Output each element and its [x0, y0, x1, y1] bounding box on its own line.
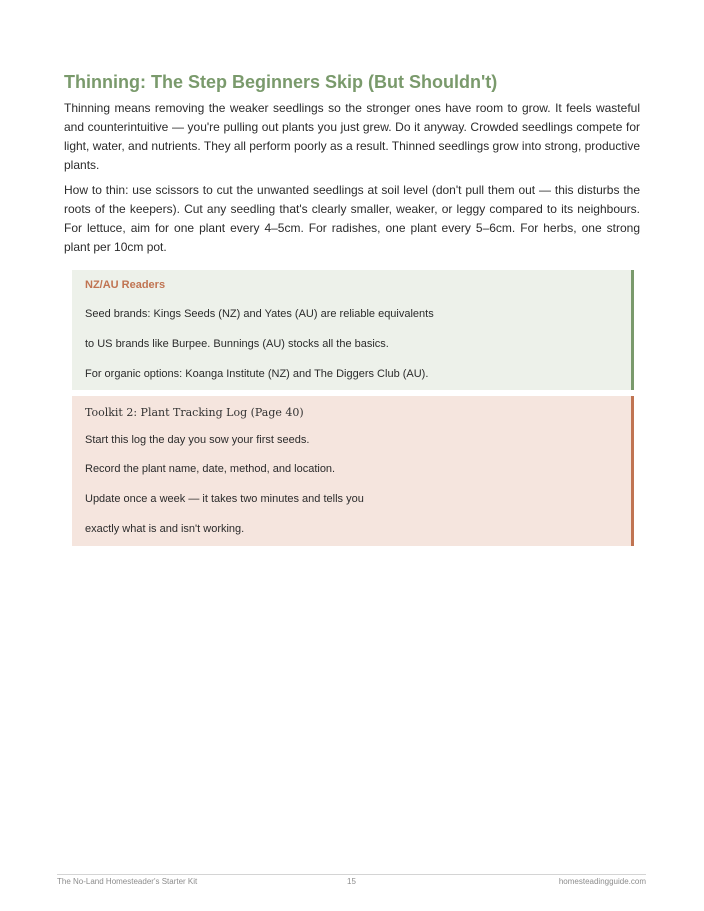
paragraph-thinning-intro: Thinning means removing the weaker seedlings so the stronger ones have room to grow. It feels wasteful and counterintuitive — you're pulling out plants you just grew. Do it anyway. Crowded seedlings compete for light, water, and nutrients. They all perform poorly as a result. Thinned seedlings grow into strong, productive plants.	[64, 101, 640, 172]
section-heading: Thinning: The Step Beginners Skip (But Shouldn't)	[64, 72, 498, 92]
footer-book-title: The No-Land Homesteader's Starter Kit	[57, 877, 198, 886]
callout-line: to US brands like Burpee. Bunnings (AU) stocks all the basics.	[85, 338, 389, 350]
toolkit-callout-box	[72, 396, 634, 546]
toolkit-line: Start this log the day you sow your first seeds.	[85, 434, 310, 446]
toolkit-line: exactly what is and isn't working.	[85, 523, 245, 535]
toolkit-line: Record the plant name, date, method, and location.	[85, 463, 336, 475]
footer-page-number: 15	[347, 877, 356, 886]
regional-callout-box	[72, 270, 634, 390]
toolkit-line: Update once a week — it takes two minutes and tells you	[85, 493, 364, 505]
callout-line: For organic options: Koanga Institute (NZ) and The Diggers Club (AU).	[85, 368, 429, 380]
footer-website: homesteadingguide.com	[558, 877, 646, 886]
callout-title: NZ/AU Readers	[85, 279, 166, 291]
callout-line: Seed brands: Kings Seeds (NZ) and Yates (AU) are reliable equivalents	[85, 308, 434, 320]
footer-divider	[57, 874, 646, 875]
toolkit-title: Toolkit 2: Plant Tracking Log (Page 40)	[85, 406, 304, 419]
paragraph-how-to-thin: How to thin: use scissors to cut the unwanted seedlings at soil level (don't pull them out — this disturbs the roots of the keepers). Cut any seedling that's clearly smaller, weaker, or leggy compared to its neighbours. For lettuce, aim for one plant every 4–5cm. For radishes, one plant every 5–6cm. For herbs, one strong plant per 10cm pot.	[64, 183, 640, 254]
